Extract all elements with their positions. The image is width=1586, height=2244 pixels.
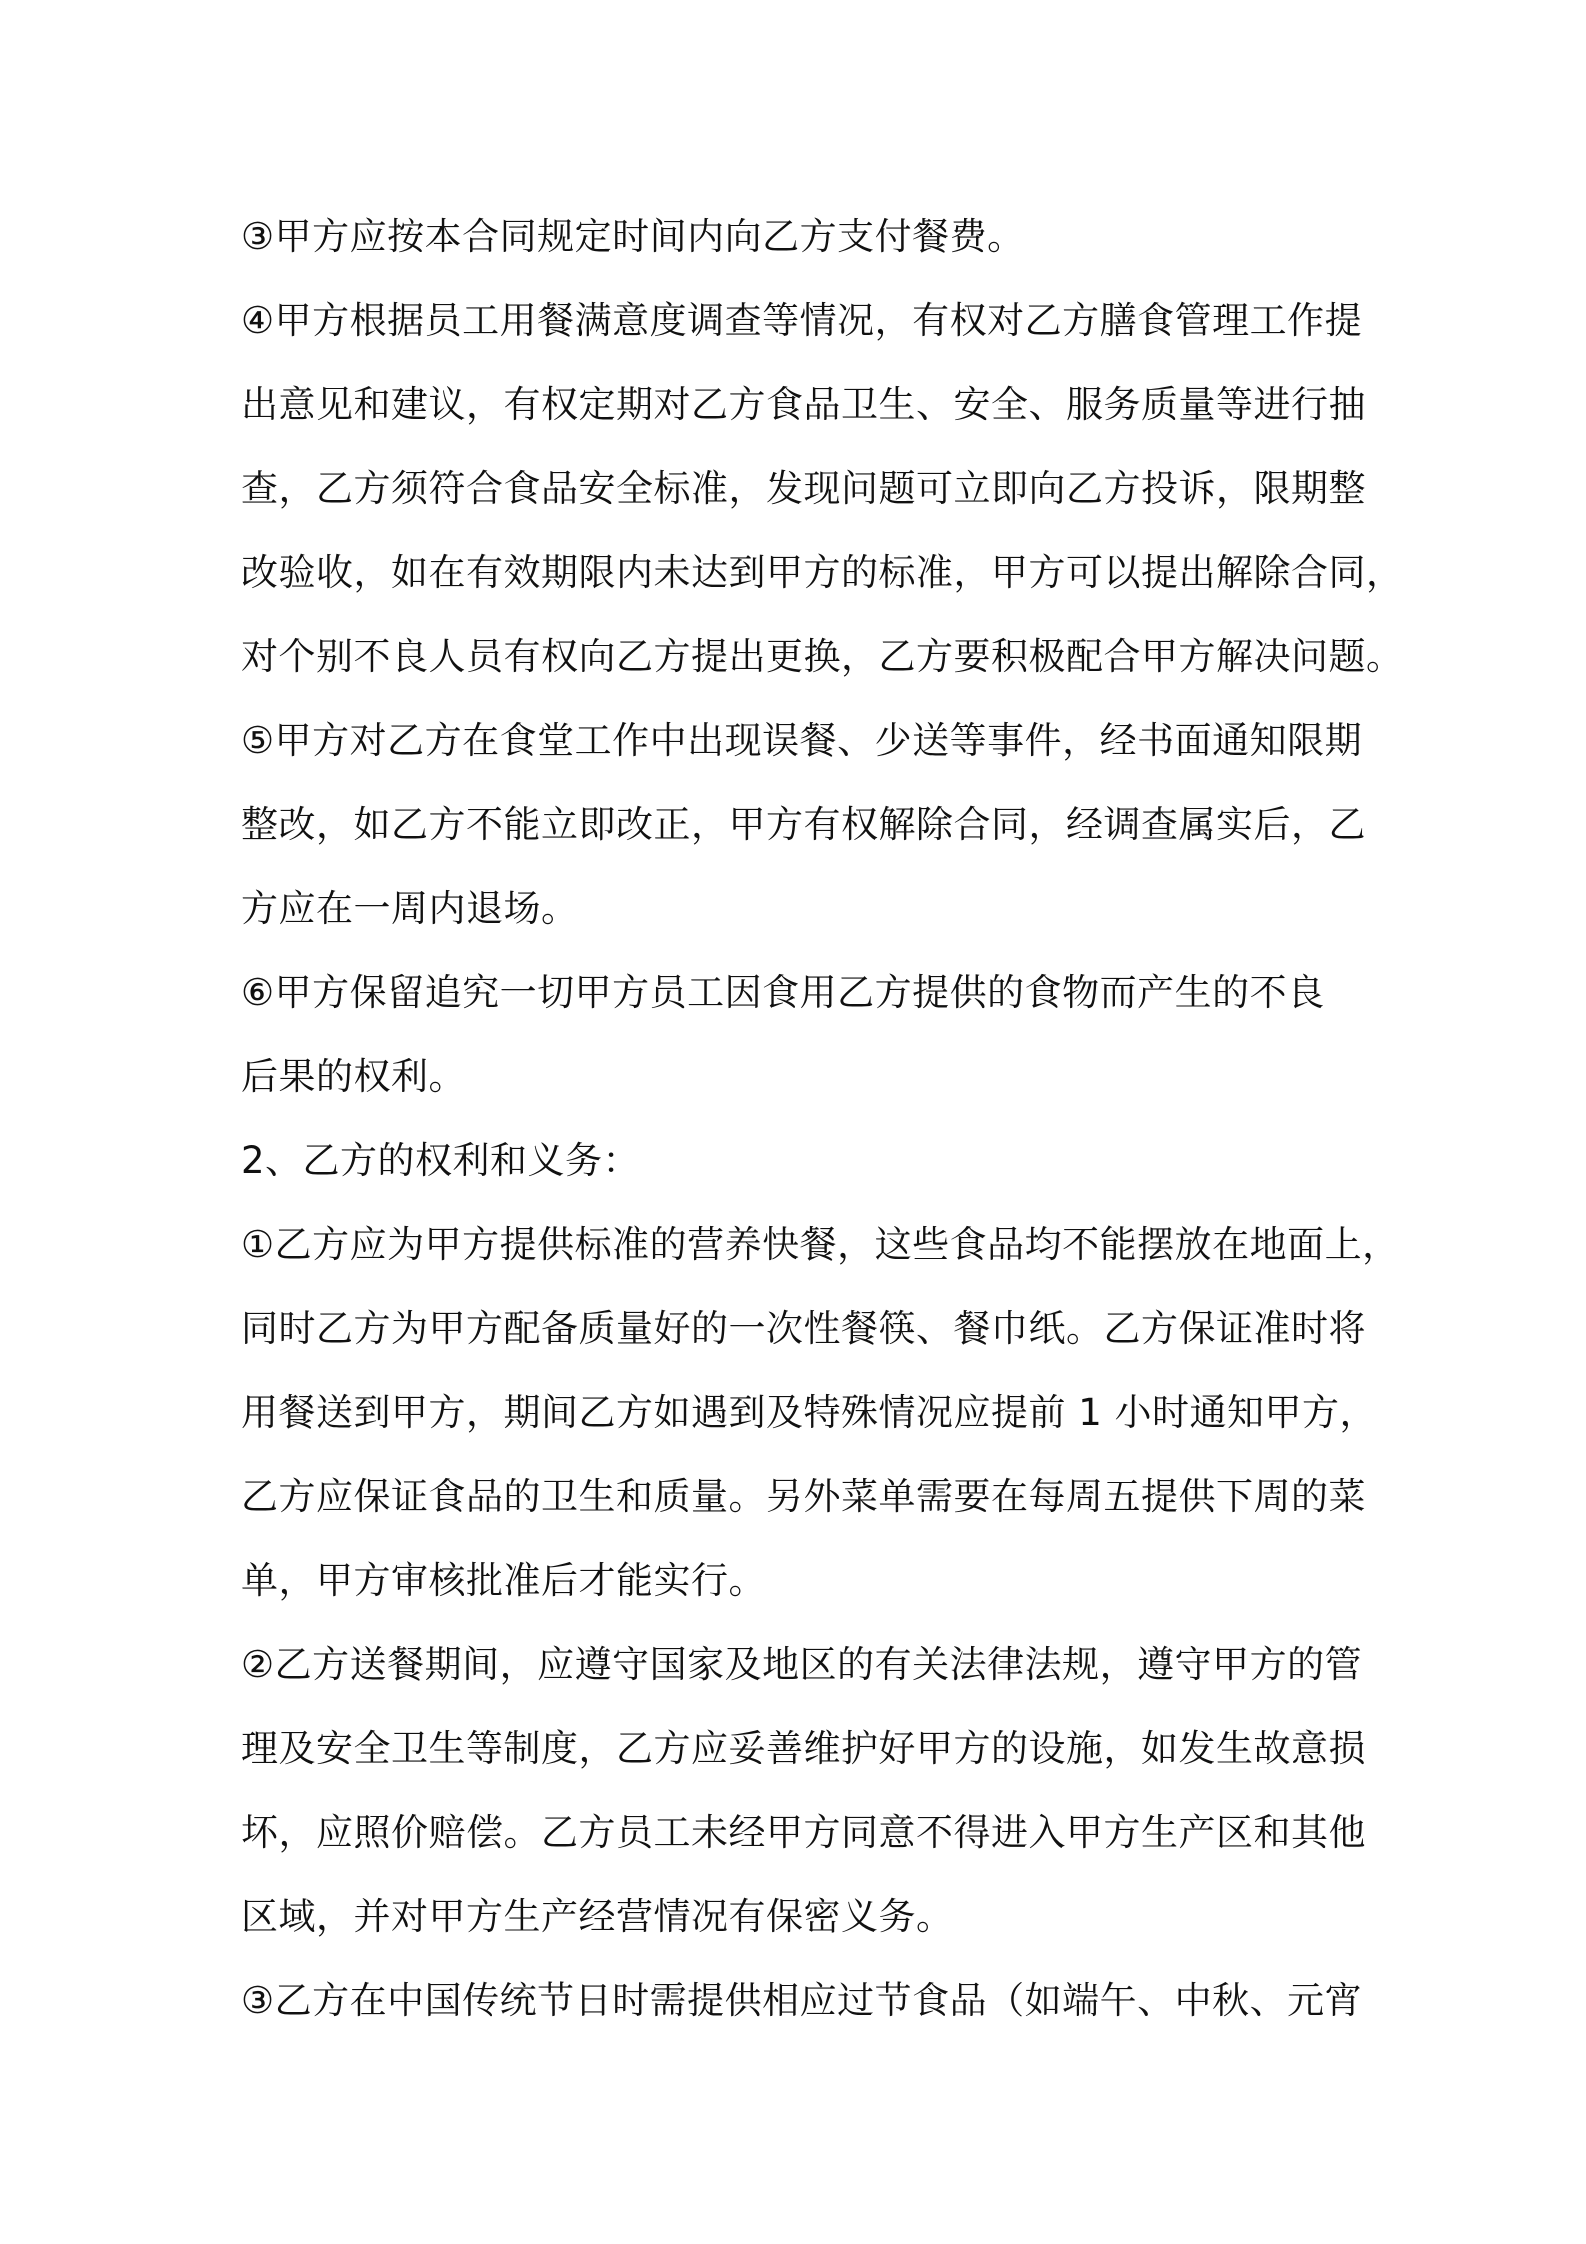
text-line: 单，甲方审核批准后才能实行。 bbox=[241, 1559, 766, 1602]
text-line: 整改，如乙方不能立即改正，甲方有权解除合同，经调查属实后，乙 bbox=[241, 803, 1366, 846]
text-line: 理及安全卫生等制度，乙方应妥善维护好甲方的设施，如发生故意损 bbox=[241, 1727, 1366, 1770]
text-line: ④甲方根据员工用餐满意度调查等情况，有权对乙方膳食管理工作提 bbox=[241, 299, 1363, 342]
text-line: ③甲方应按本合同规定时间内向乙方支付餐费。 bbox=[241, 215, 1025, 258]
text-line: ⑤甲方对乙方在食堂工作中出现误餐、少送等事件，经书面通知限期 bbox=[241, 719, 1363, 762]
section-heading: 2、乙方的权利和义务： bbox=[241, 1139, 641, 1182]
text-line: 坏，应照价赔偿。乙方员工未经甲方同意不得进入甲方生产区和其他 bbox=[241, 1811, 1366, 1854]
text-line: 查，乙方须符合食品安全标准，发现问题可立即向乙方投诉，限期整 bbox=[241, 467, 1366, 510]
text-line: ③乙方在中国传统节日时需提供相应过节食品（如端午、中秋、元宵 bbox=[241, 1979, 1363, 2022]
text-line: 用餐送到甲方，期间乙方如遇到及特殊情况应提前 1 小时通知甲方， bbox=[241, 1391, 1378, 1434]
document-body bbox=[241, 195, 1404, 2043]
text-line: 出意见和建议，有权定期对乙方食品卫生、安全、服务质量等进行抽 bbox=[241, 383, 1366, 426]
text-line: 区域，并对甲方生产经营情况有保密义务。 bbox=[241, 1895, 954, 1938]
text-line: ②乙方送餐期间，应遵守国家及地区的有关法律法规，遵守甲方的管 bbox=[241, 1643, 1363, 1686]
text-line: ①乙方应为甲方提供标准的营养快餐，这些食品均不能摆放在地面上， bbox=[241, 1223, 1400, 1266]
text-line: 后果的权利。 bbox=[241, 1055, 466, 1098]
text-line: 乙方应保证食品的卫生和质量。另外菜单需要在每周五提供下周的菜 bbox=[241, 1475, 1366, 1518]
text-line: 同时乙方为甲方配备质量好的一次性餐筷、餐巾纸。乙方保证准时将 bbox=[241, 1307, 1366, 1350]
text-line: 对个别不良人员有权向乙方提出更换，乙方要积极配合甲方解决问题。 bbox=[241, 635, 1404, 678]
text-line: 方应在一周内退场。 bbox=[241, 887, 579, 930]
text-line: 改验收，如在有效期限内未达到甲方的标准，甲方可以提出解除合同， bbox=[241, 551, 1404, 594]
text-line: ⑥甲方保留追究一切甲方员工因食用乙方提供的食物而产生的不良 bbox=[241, 971, 1325, 1014]
